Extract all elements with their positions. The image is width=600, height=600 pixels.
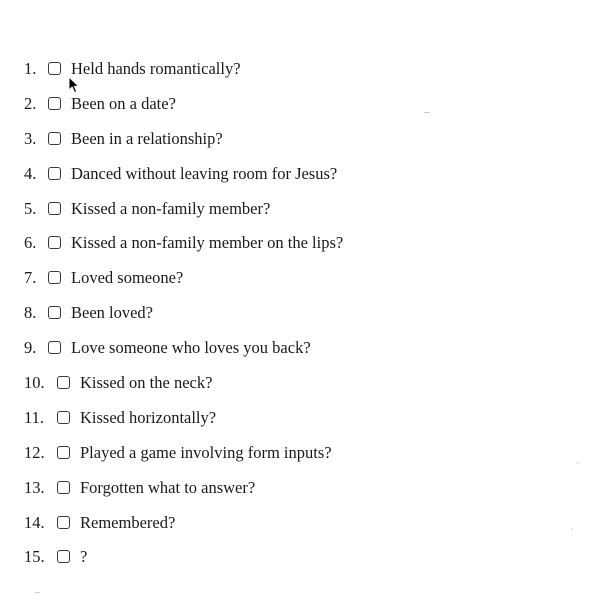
question-item-4 xyxy=(0,157,600,192)
question-item-6 xyxy=(0,226,600,261)
question-item-13 xyxy=(0,471,600,506)
question-1-checkbox[interactable] xyxy=(48,62,61,75)
question-label: Played a game involving form inputs? xyxy=(80,442,332,462)
question-item-8 xyxy=(0,296,600,331)
question-item-10 xyxy=(0,366,600,401)
question-label: Held hands romantically? xyxy=(71,59,241,78)
scan-speck xyxy=(35,592,40,593)
question-number: 9. xyxy=(24,338,37,358)
question-label: Forgotten what to answer? xyxy=(80,477,256,497)
question-15-checkbox[interactable] xyxy=(57,550,70,563)
scan-speck xyxy=(571,528,572,530)
scan-speck xyxy=(424,112,430,113)
question-item-15 xyxy=(0,540,600,575)
question-label: Love someone who loves you back? xyxy=(71,338,311,358)
question-label: Been in a relationship? xyxy=(71,128,223,148)
question-number: 1. xyxy=(24,59,37,78)
question-label: Kissed on the neck? xyxy=(80,373,213,393)
question-number: 12. xyxy=(24,442,45,462)
question-12-checkbox[interactable] xyxy=(57,446,70,459)
question-11-checkbox[interactable] xyxy=(57,411,70,424)
question-label: Kissed horizontally? xyxy=(80,407,217,427)
question-number: 2. xyxy=(24,93,37,113)
question-14-checkbox[interactable] xyxy=(57,516,70,529)
question-label: Kissed a non-family member? xyxy=(71,198,271,218)
question-item-1 xyxy=(0,52,600,87)
question-number: 8. xyxy=(24,303,37,323)
question-number: 5. xyxy=(24,198,37,218)
question-6-checkbox[interactable] xyxy=(48,236,61,249)
question-9-checkbox[interactable] xyxy=(48,341,61,354)
question-label: ? xyxy=(80,547,88,567)
question-4-checkbox[interactable] xyxy=(48,167,61,180)
question-number: 11. xyxy=(24,407,45,427)
question-item-11 xyxy=(0,401,600,436)
question-label: Loved someone? xyxy=(71,268,184,288)
question-number: 15. xyxy=(24,547,45,567)
question-label: Danced without leaving room for Jesus? xyxy=(71,163,338,183)
question-item-3 xyxy=(0,122,600,157)
question-item-5 xyxy=(0,192,600,227)
question-number: 4. xyxy=(24,163,37,183)
question-number: 6. xyxy=(24,233,37,253)
question-label: Kissed a non-family member on the lips? xyxy=(71,233,344,253)
question-13-checkbox[interactable] xyxy=(57,481,70,494)
mouse-pointer-icon xyxy=(68,76,80,94)
question-number: 10. xyxy=(24,373,45,393)
question-5-checkbox[interactable] xyxy=(48,202,61,215)
question-8-checkbox[interactable] xyxy=(48,306,61,319)
question-number: 13. xyxy=(24,477,45,497)
question-item-7 xyxy=(0,261,600,296)
question-label: Remembered? xyxy=(80,512,176,532)
question-item-12 xyxy=(0,436,600,471)
question-number: 3. xyxy=(24,128,37,148)
question-3-checkbox[interactable] xyxy=(48,132,61,145)
scan-speck xyxy=(577,462,578,464)
question-label: Been on a date? xyxy=(71,93,176,113)
question-item-2 xyxy=(0,87,600,122)
question-7-checkbox[interactable] xyxy=(48,271,61,284)
question-item-14 xyxy=(0,506,600,541)
question-label: Been loved? xyxy=(71,303,154,323)
question-2-checkbox[interactable] xyxy=(48,97,61,110)
question-item-9 xyxy=(0,331,600,366)
question-number: 7. xyxy=(24,268,37,288)
question-list xyxy=(0,52,600,575)
question-number: 14. xyxy=(24,512,45,532)
question-10-checkbox[interactable] xyxy=(57,376,70,389)
